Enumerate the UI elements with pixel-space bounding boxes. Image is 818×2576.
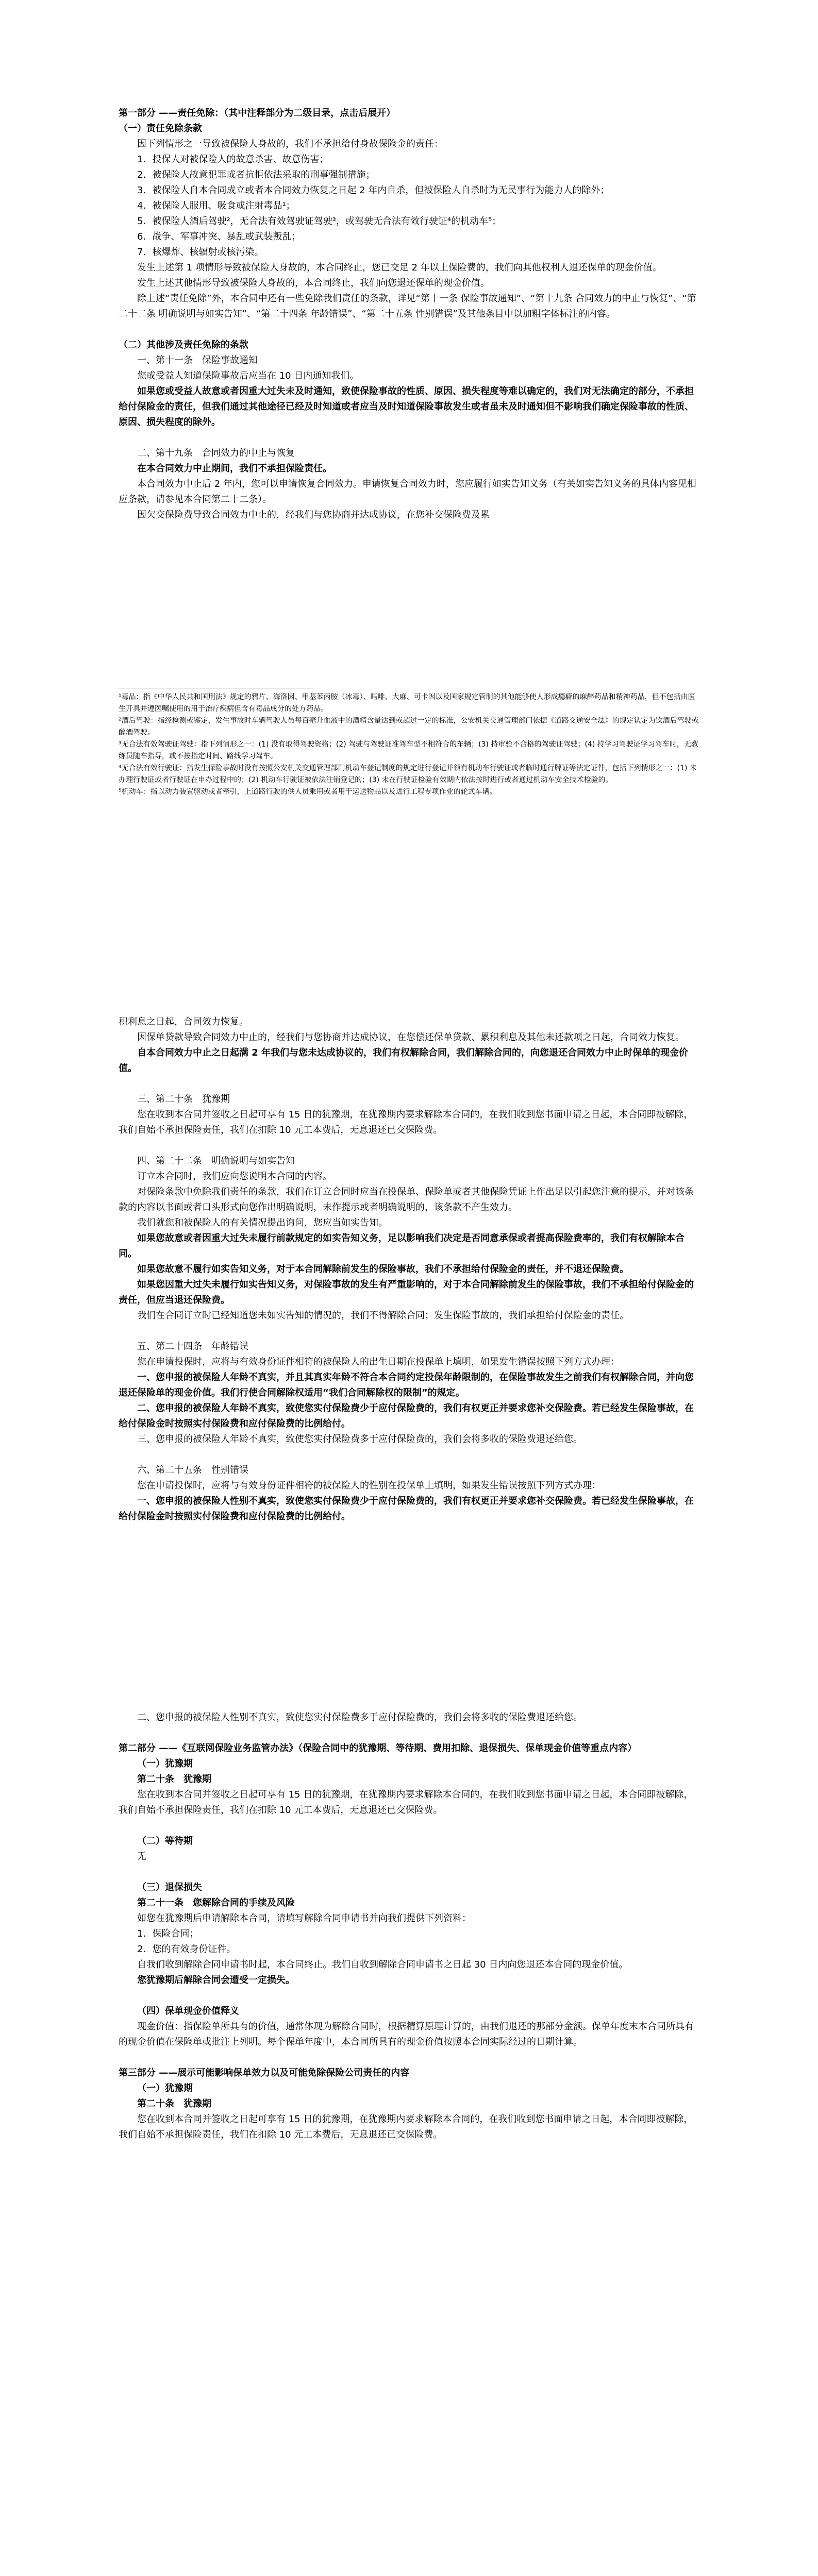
exclusion-item-3: 3．被保险人自本合同成立或者本合同效力恢复之日起 2 年内自杀，但被保险人自杀时为无民事行为能力人的除外； [137, 185, 610, 196]
article-22-para-3: 我们就您和被保险人的有关情况提出询问，您应当如实告知。 [137, 1217, 388, 1228]
exclusion-para-3: 发生上述其他情形导致被保险人身故的，本合同终止，我们向您退还保单的现金价值。 [137, 278, 490, 289]
article-11-para-2: 如果您或受益人故意或者因重大过失未及时通知，致使保险事故的性质、原因、损失程度等难以确定的，我们对无法确定的部分，不承担给付保险金的责任，但我们通过其他途径已经及时知道或者应当及时知道保险事故发生或者虽未及时通知但不影响我们确定保险事故的性质、原因、损失程度的除外。 [119, 386, 694, 428]
part2-article-21-para-2: 1．保险合同； [137, 1928, 199, 1939]
exclusion-intro: 因下列情形之一导致被保险人身故的，我们不承担给付身故保险金的责任： [137, 139, 443, 149]
exclusion-item-6: 6．战争、军事冲突、暴乱或武装叛乱； [137, 231, 301, 242]
part2-cooling-off[interactable]: （一）犹豫期 [137, 1758, 193, 1769]
exclusion-item-4: 4．被保险人服用、吸食或注射毒品¹； [137, 200, 295, 211]
article-24-item-3: 三、您申报的被保险人年龄不真实，致使您实付保险费多于应付保险费的，我们会将多收的保险费退还给您。 [137, 1434, 582, 1445]
part3-article-20-para: 您在收到本合同并签收之日起可享有 15 日的犹豫期，在犹豫期内要求解除本合同的，在我们收到您书面申请之日起，本合同即被解除，我们自始不承担保险责任，我们在扣除 10 元工本费后，无息退还已交保险费。 [119, 2114, 693, 2140]
exclusion-para-2: 发生上述第 1 项情形导致被保险人身故的，本合同终止，您已交足 2 年以上保险费的，我们向其他权利人退还保单的现金价值。 [137, 262, 662, 273]
article-25-title: 六、第二十五条 性别错误 [137, 1465, 248, 1476]
article-19-para-1: 本合同效力中止后 2 年内，您可以申请恢复合同效力。申请恢复合同效力时，您应履行如实告知义务（有关如实告知义务的具体内容见相应条款，请参见本合同第二十二条）。 [119, 479, 696, 505]
article-24-para-1: 您在申请投保时，应将与有效身份证件相符的被保险人的出生日期在投保单上填明，如果发生错误按照下列方式办理： [137, 1357, 620, 1367]
section-exclusion-clauses: （一）责任免除条款 [119, 123, 202, 134]
part2-waiting-period-value: 无 [137, 1851, 146, 1862]
part3-title[interactable]: 第三部分 ——展示可能影响保单效力以及可能免除保险公司责任的内容 [119, 2067, 410, 2078]
article-19-cont-2: 因保单贷款导致合同效力中止的，经我们与您协商并达成协议，在您偿还保单贷款、累积利息及其他未还款项之日起，合同效力恢复。 [137, 1032, 685, 1043]
article-24-item-1: 一、您申报的被保险人年龄不真实，并且其真实年龄不符合本合同约定投保年龄限制的，在保险事故发生之前我们有权解除合同，并向您退还保险单的现金价值。我们行使合同解除权适用“我们合同解除权的限制”的规定。 [119, 1372, 694, 1398]
article-11-title: 一、第十一条 保险事故通知 [137, 355, 258, 366]
article-11-para-1: 您或受益人知道保险事故后应当在 10 日内通知我们。 [137, 370, 359, 381]
article-22-title: 四、第二十二条 明确说明与如实告知 [137, 1156, 295, 1166]
article-20-title: 三、第二十条 犹豫期 [137, 1094, 230, 1105]
article-20-para: 您在收到本合同并签收之日起可享有 15 日的犹豫期，在犹豫期内要求解除本合同的，在我们收到您书面申请之日起，本合同即被解除，我们自始不承担保险责任，我们在扣除 10 元工本费后，无息退还已交保险费。 [119, 1109, 693, 1136]
exclusion-item-5: 5．被保险人酒后驾驶²，无合法有效驾驶证驾驶³，或驾驶无合法有效行驶证⁴的机动车⁵； [137, 216, 502, 227]
part2-article-20-para: 您在收到本合同并签收之日起可享有 15 日的犹豫期，在犹豫期内要求解除本合同的，在我们收到您书面申请之日起，本合同即被解除，我们自始不承担保险责任，我们在扣除 10 元工本费后，无息退还已交保险费。 [119, 1789, 693, 1816]
article-24-item-2: 二、您申报的被保险人年龄不真实，致使您实付保险费少于应付保险费的，我们有权更正并要求您补交保险费。若已经发生保险事故，在给付保险金时按照实付保险费和应付保险费的比例给付。 [119, 1403, 694, 1429]
article-19-heading: 在本合同效力中止期间，我们不承担保险责任。 [137, 463, 332, 474]
footnote-2: ²酒后驾驶：指经检测或鉴定，发生事故时车辆驾驶人员每百毫升血液中的酒精含量达到或超过一定的标准，公安机关交通管理部门依据《道路交通安全法》的规定认定为饮酒后驾驶或醉酒驾驶。 [119, 717, 699, 737]
part1-title[interactable]: 第一部分 ——责任免除：（其中注释部分为二级目录，点击后展开） [119, 108, 396, 118]
exclusion-item-1: 1．投保人对被保险人的故意杀害、故意伤害； [137, 154, 329, 165]
article-19-cont-1: 积利息之日起，合同效力恢复。 [119, 1016, 248, 1027]
part2-article-21: 第二十一条 您解除合同的手续及风险 [137, 1897, 295, 1908]
article-25-para-1: 您在申请投保时，应将与有效身份证件相符的被保险人的性别在投保单上填明，如果发生错误按照下列方式办理： [137, 1480, 601, 1491]
article-25-item-1: 一、您申报的被保险人性别不真实，致使您实付保险费少于应付保险费的，我们有权更正并要求您补交保险费。若已经发生保险事故，在给付保险金时按照实付保险费和应付保险费的比例给付。 [119, 1496, 694, 1522]
footnotes [119, 691, 699, 798]
article-25-item-2: 二、您申报的被保险人性别不真实，致使您实付保险费多于应付保险费的，我们会将多收的保险费退还给您。 [137, 1712, 582, 1723]
part3-cooling-off[interactable]: （一）犹豫期 [137, 2083, 193, 2094]
article-22-para-7: 我们在合同订立时已经知道您未如实告知的情况的，我们不得解除合同；发生保险事故的，我们承担给付保险金的责任。 [137, 1310, 629, 1321]
article-22-para-4: 如果您故意或者因重大过失未履行前款规定的如实告知义务，足以影响我们决定是否同意承保或者提高保险费率的，我们有权解除本合同。 [119, 1233, 685, 1259]
footnote-4: ⁴无合法有效行驶证：指发生保险事故时没有按照公安机关交通管理部门机动车登记制度的规定进行登记并领有机动车行驶证或者临时通行牌证等法定证件，包括下列情形之一：(1) 未办理行驶证或者行驶证在申办过程中的；(2) 机动车行驶证被依法注销登记的；(3) 未在行驶证检验有效期内依法按时进行或者通过机动车安全技术检验的。 [119, 764, 697, 784]
article-22-para-2: 对保险条款中免除我们责任的条款，我们在订立合同时应当在投保单、保险单或者其他保险凭证上作出足以引起您注意的提示，并对该条款的内容以书面或者口头形式向您作出明确说明，未作提示或者明确说明的，该条款不产生效力。 [119, 1187, 694, 1213]
part2-cash-value-para: 现金价值：指保险单所具有的价值，通常体现为解除合同时，根据精算原理计算的，由我们退还的那部分金额。保单年度末本合同所具有的现金价值在保险单或批注上列明。每个保单年度中，本合同所具有的现金价值按照本合同实际经过的日期计算。 [119, 2021, 694, 2047]
part2-surrender-loss[interactable]: （三）退保损失 [137, 1882, 202, 1893]
part2-waiting-period[interactable]: （二）等待期 [137, 1836, 193, 1846]
article-19-cont-3: 自本合同效力中止之日起满 2 年我们与您未达成协议的，我们有权解除合同，我们解除合同的，向您退还合同效力中止时保单的现金价值。 [119, 1047, 689, 1074]
article-22-para-5: 如果您故意不履行如实告知义务，对于本合同解除前发生的保险事故，我们不承担给付保险金的责任，并不退还保险费。 [137, 1264, 629, 1275]
exclusion-item-7: 7．核爆炸、核辐射或核污染。 [137, 247, 264, 258]
article-22-para-6: 如果您因重大过失未履行如实告知义务，对保险事故的发生有严重影响的，对于本合同解除前发生的保险事故，我们不承担给付保险金的责任，但应当退还保险费。 [119, 1279, 694, 1306]
part2-article-21-para-4: 自我们收到解除合同申请书时起，本合同终止。我们自收到解除合同申请书之日起 30 日内向您退还本合同的现金价值。 [137, 1959, 628, 1970]
footnote-5: ⁵机动车：指以动力装置驱动或者牵引，上道路行驶的供人员乘用或者用于运送物品以及进行工程专项作业的轮式车辆。 [119, 788, 497, 796]
footnote-1: ¹毒品：指《中华人民共和国刑法》规定的鸦片、海洛因、甲基苯丙胺（冰毒）、吗啡、大麻、可卡因以及国家规定管制的其他能够使人形成瘾癖的麻醉药品和精神药品，但不包括由医生开具并遵医嘱使用的用于治疗疾病但含有毒品成分的处方药品。 [119, 693, 695, 713]
article-24-title: 五、第二十四条 年龄错误 [137, 1341, 248, 1352]
part2-title[interactable]: 第二部分 ——《互联网保险业务监管办法》（保险合同中的犹豫期、等待期、费用扣除、退保损失、保单现金价值等重点内容） [119, 1743, 637, 1754]
part2-cash-value[interactable]: （四）保单现金价值释义 [137, 2006, 239, 2016]
exclusion-item-2: 2．被保险人故意犯罪或者抗拒依法采取的刑事强制措施； [137, 170, 375, 180]
exclusion-para-4: 除上述“责任免除”外，本合同中还有一些免除我们责任的条款，详见“第十一条 保险事故通知”、“第十九条 合同效力的中止与恢复”、“第二十二条 明确说明与如实告知”、“第二十四条 年龄错误”、“第二十五条 性别错误”及其他条目中以加粗字体标注的内容。 [119, 293, 696, 319]
part2-article-21-para-5: 您犹豫期后解除合同会遭受一定损失。 [137, 1975, 295, 1986]
part2-article-21-para-1: 如您在犹豫期后申请解除本合同，请填写解除合同申请书并向我们提供下列资料： [137, 1913, 471, 1924]
footnote-3: ³无合法有效驾驶证驾驶：指下列情形之一：(1) 没有取得驾驶资格；(2) 驾驶与驾驶证准驾车型不相符合的车辆；(3) 持审验不合格的驾驶证驾驶；(4) 持学习驾驶证学习驾车时，无教练员随车指导，或不按指定时间、路线学习驾车。 [119, 740, 698, 760]
document-page [119, 0, 699, 2143]
part2-article-20: 第二十条 犹豫期 [137, 1774, 211, 1785]
article-19-title: 二、第十九条 合同效力的中止与恢复 [137, 448, 295, 459]
part2-article-21-para-3: 2．您的有效身份证件。 [137, 1944, 236, 1955]
article-19-para-2: 因欠交保险费导致合同效力中止的，经我们与您协商并达成协议，在您补交保险费及累 [137, 510, 490, 520]
part3-article-20: 第二十条 犹豫期 [137, 2098, 211, 2109]
article-22-para-1: 订立本合同时，我们应向您说明本合同的内容。 [137, 1171, 332, 1182]
section-other-exclusions[interactable]: （二）其他涉及责任免除的条款 [119, 340, 248, 350]
